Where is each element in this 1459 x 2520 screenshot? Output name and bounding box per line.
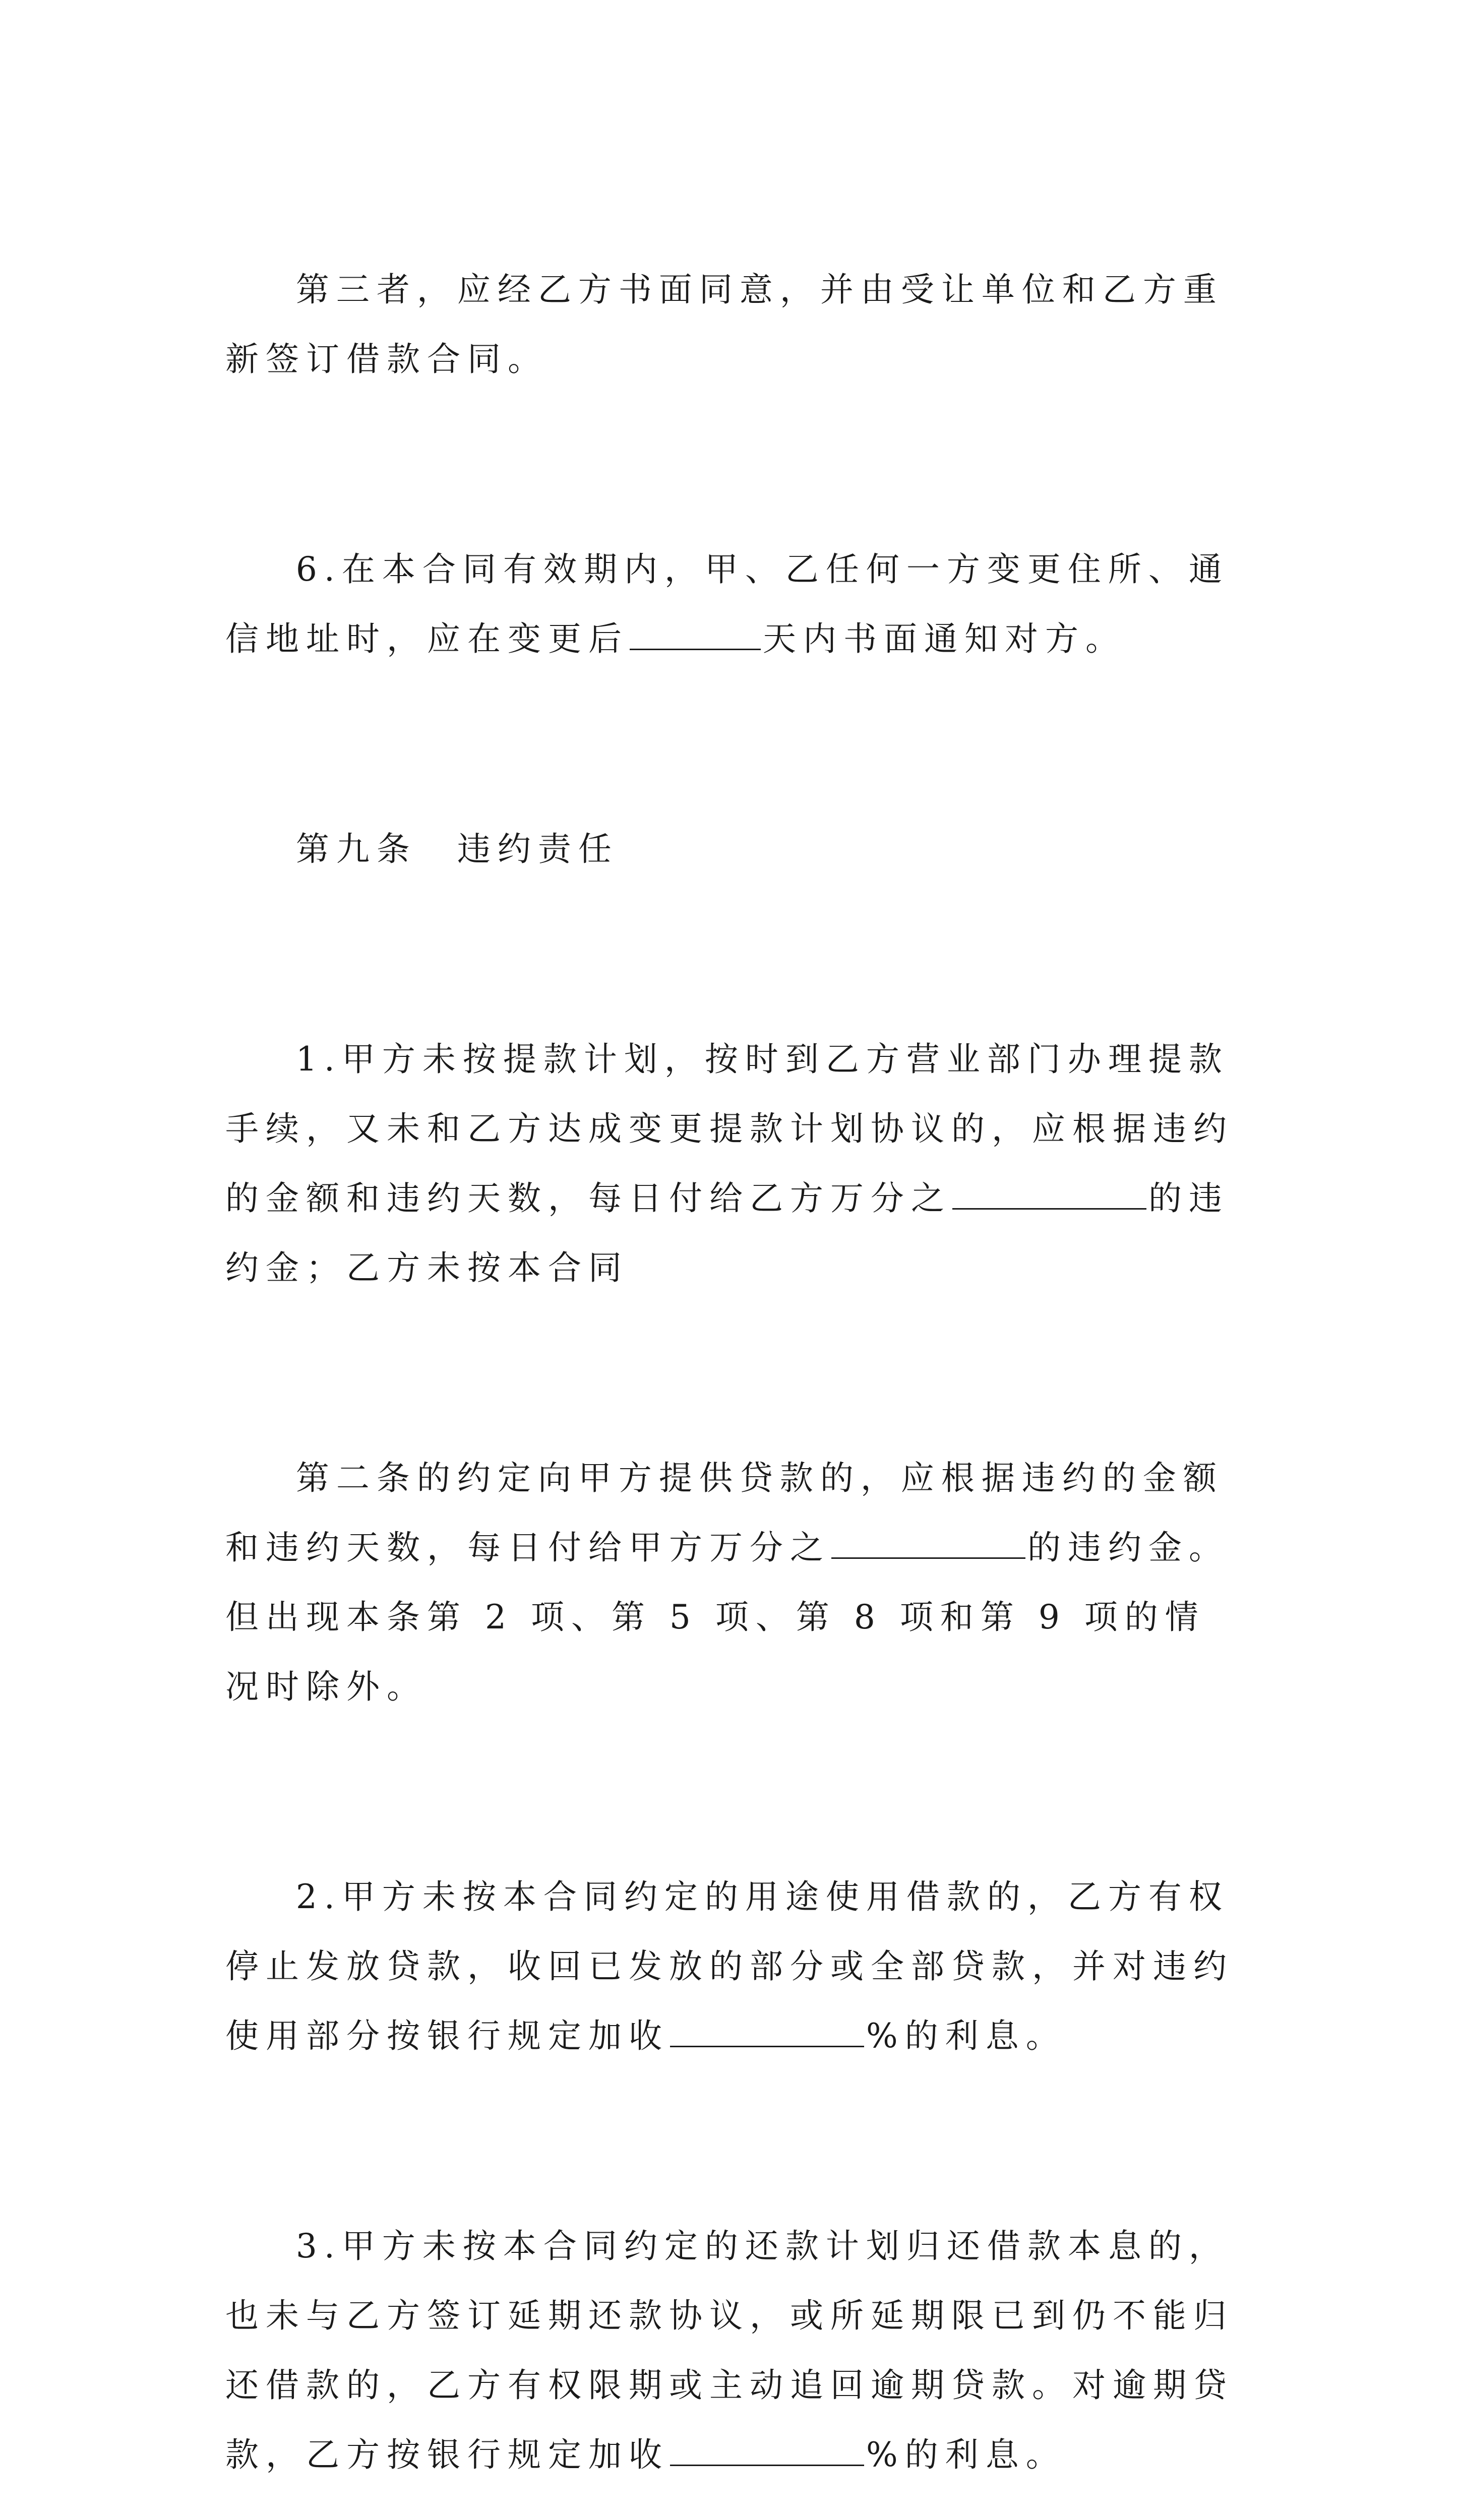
fill-in-blank[interactable]: [670, 2464, 864, 2466]
fill-in-blank[interactable]: [831, 1557, 1025, 1559]
paragraph-6: [225, 1793, 1244, 2140]
paragraph-2: [225, 465, 1244, 743]
paragraph-text: 1.甲方未按提款计划，按时到乙方营业部门办理提款手续，又未和乙方达成变更提款计划协议的，应根据违约的金额和违约天数，每日付给乙方万分之: [225, 1040, 1234, 1218]
section-heading-article-9: [225, 745, 1244, 954]
fill-in-blank[interactable]: [952, 1208, 1146, 1210]
heading-text: 第九条 违约责任: [295, 830, 619, 868]
paragraph-1: [225, 185, 1244, 464]
paragraph-text: 2.甲方未按本合同约定的用途使用借款的，乙方有权停止发放贷款，收回已发放的部分或全部贷款，并对违约使用部分按银行规定加收: [225, 1877, 1234, 2055]
paragraph-text: %的利息。: [866, 2017, 1066, 2055]
paragraph-text: 6.在本合同有效期内，甲、乙任何一方变更住所、通信地址时，应在变更后: [225, 550, 1229, 658]
paragraph-text: 第三者，应经乙方书面同意，并由受让单位和乙方重新签订借款合同。: [225, 270, 1224, 379]
document-page: [225, 185, 1244, 2520]
paragraph-text: 天内书面通知对方。: [763, 619, 1126, 658]
paragraph-text: 3.甲方未按本合同约定的还款计划归还借款本息的，也未与乙方签订延期还款协议，或所延期限已到仍不能归还借款的，乙方有权限期或主动追回逾期贷款。对逾期贷款，乙方按银行规定加收: [225, 2227, 1234, 2474]
paragraph-text: 的违约金；乙方未按本合同: [225, 1179, 1229, 1287]
paragraph-7: [225, 2142, 1244, 2520]
paragraph-text: 的违约金。但出现本条第 2 项、第 5 项、第 8 项和第 9 项的情况时除外。: [225, 1528, 1229, 1706]
fill-in-blank[interactable]: [670, 2045, 864, 2047]
paragraph-text: %的利息。: [866, 2435, 1066, 2474]
fill-in-blank[interactable]: [630, 648, 761, 650]
paragraph-4: [225, 955, 1244, 1372]
paragraph-5: [225, 1374, 1244, 1791]
paragraph-text: 第二条的约定向甲方提供贷款的，应根据违约的金额和违约天数，每日付给甲方万分之: [225, 1459, 1224, 1567]
